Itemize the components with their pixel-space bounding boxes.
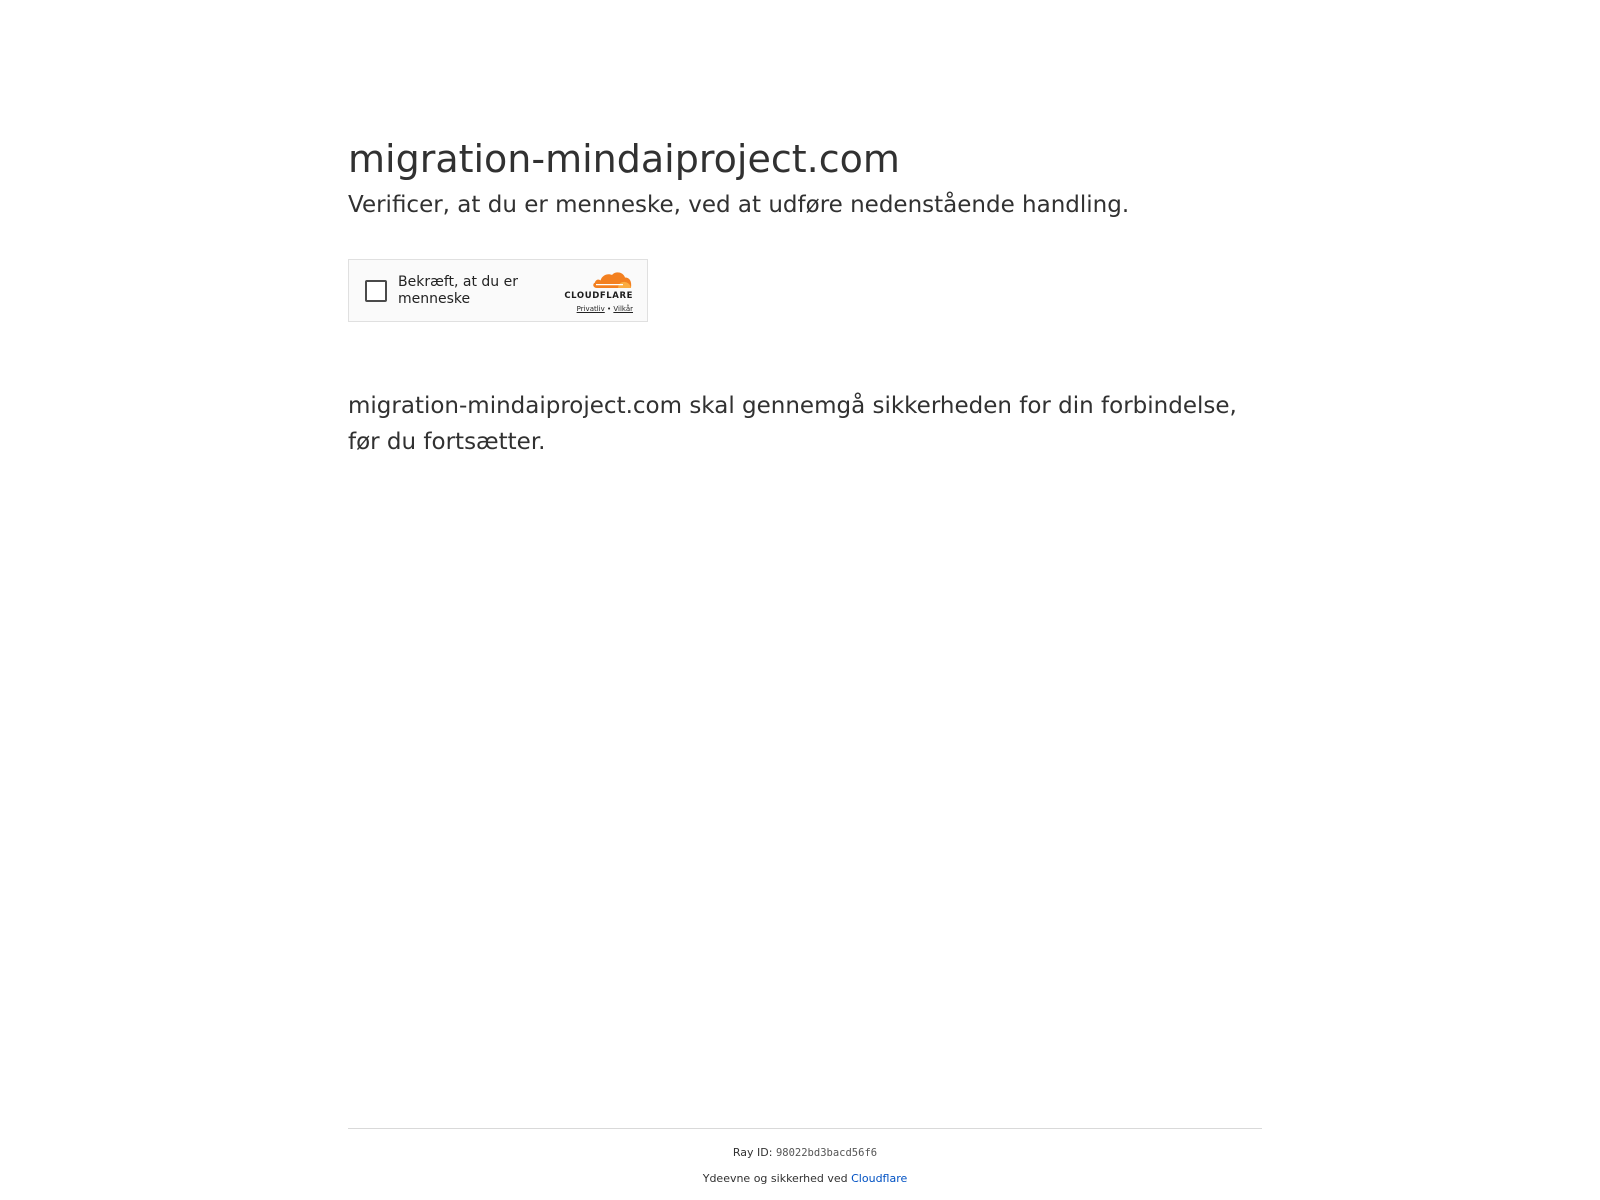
cloudflare-link[interactable]: Cloudflare: [851, 1172, 908, 1185]
ray-id-label: Ray ID:: [732, 1146, 773, 1159]
ray-id-value: 98022bd3bacd56f6: [775, 1147, 878, 1159]
cloudflare-cloud-icon: [591, 270, 633, 290]
verify-checkbox-label[interactable]: Bekræft, at du er menneske: [398, 274, 518, 307]
site-title: migration-mindaiproject.com: [348, 137, 900, 181]
footer: [348, 1128, 1262, 1186]
powered-by-line: [348, 1172, 1262, 1186]
verify-checkbox[interactable]: [365, 280, 387, 302]
turnstile-widget: [348, 259, 648, 322]
privacy-link[interactable]: Privatliv: [576, 305, 605, 313]
links-separator: •: [607, 305, 612, 313]
ray-id-line: [348, 1146, 1262, 1160]
cloudflare-brand: [543, 270, 633, 314]
security-message: migration-mindaiproject.com skal gennemgå sikkerheden for din forbindelse, før du fortsætter.: [348, 393, 1237, 455]
main-content: [348, 133, 1268, 460]
powered-by-text: Ydeevne og sikkerhed ved: [702, 1172, 848, 1185]
terms-link[interactable]: Vilkår: [613, 305, 633, 313]
verification-subtitle: Verificer, at du er menneske, ved at udføre nedenstående handling.: [348, 192, 1130, 218]
cloudflare-wordmark: CLOUDFLARE: [564, 291, 633, 301]
widget-links: [543, 304, 633, 314]
